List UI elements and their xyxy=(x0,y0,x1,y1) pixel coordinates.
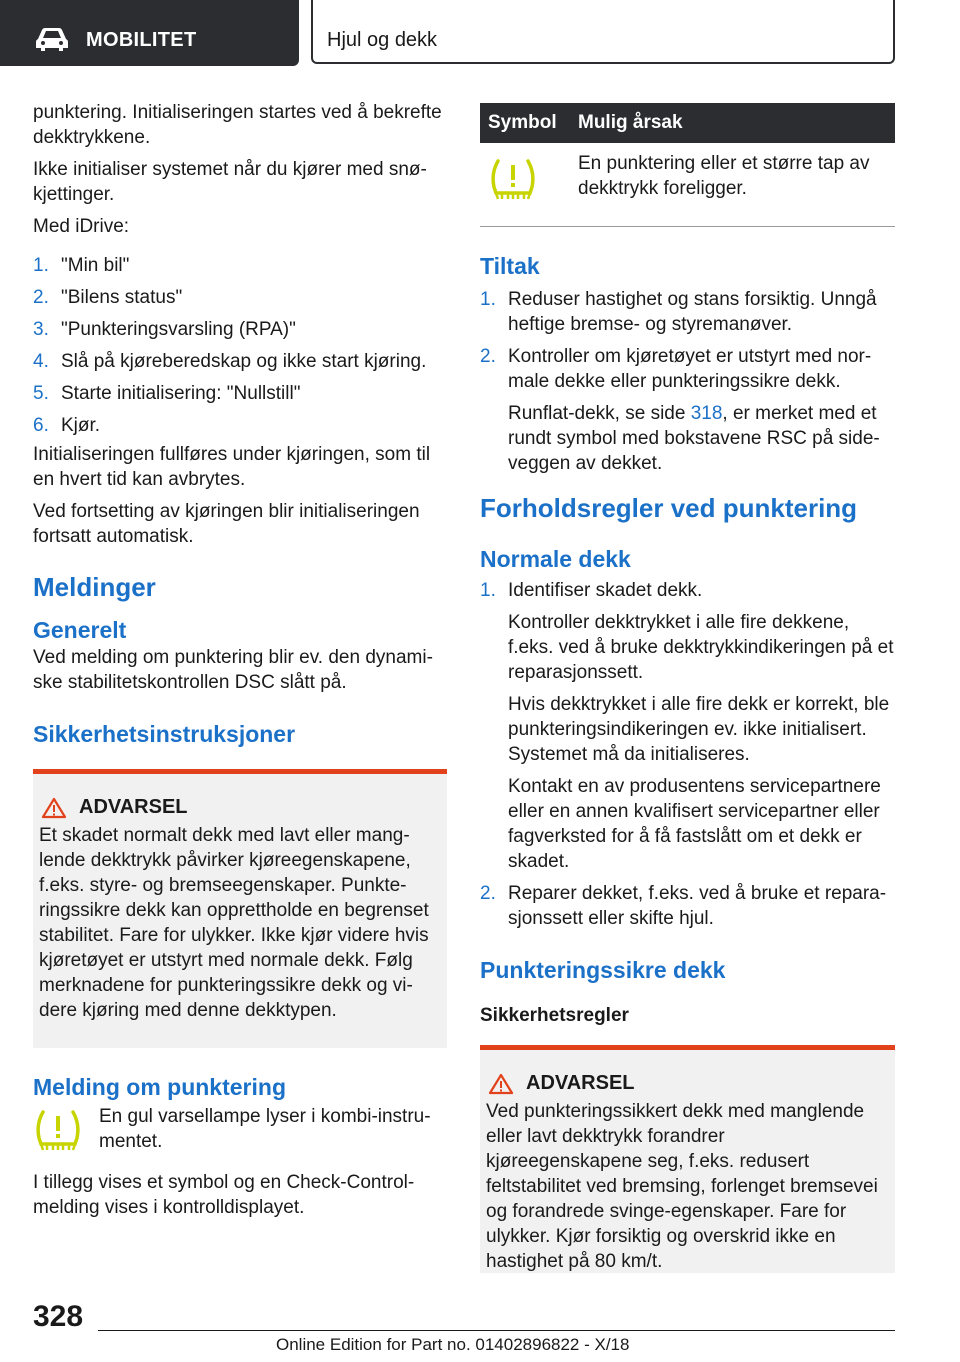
heading-normale-dekk: Normale dekk xyxy=(480,546,631,572)
step-subtext xyxy=(508,401,895,476)
step-number: 1. xyxy=(480,580,496,601)
section-title: MOBILITET xyxy=(86,29,197,51)
right-column xyxy=(480,103,895,1273)
list-item xyxy=(33,285,447,310)
step-text: "Min bil" xyxy=(61,255,130,276)
idrive-steps-list xyxy=(33,253,447,438)
step-number: 1. xyxy=(480,289,496,310)
table-row xyxy=(480,143,895,227)
heading-sikkerhetsinstruksjoner: Sikkerhetsinstruksjoner xyxy=(33,721,296,747)
heading-generelt: Generelt xyxy=(33,617,127,643)
step-text: Kjør. xyxy=(61,415,101,436)
normale-dekk-list xyxy=(480,578,895,931)
page-link-318[interactable]: 318 xyxy=(690,403,723,424)
step-subtext: Hvis dekktrykket i alle fire dekk er korrekt, ble punkteringsindikeringen ev. ikke initialisert. Systemet må da initialiseres. xyxy=(508,694,890,765)
step-text: Reparer dekket, f.eks. ved å bruke et repara-sjonssett eller skifte hjul. xyxy=(508,883,887,929)
heading-melding-om-punktering: Melding om punktering xyxy=(33,1074,286,1100)
subtext-part: , er merket med et rundt symbol med bokstavene RSC på side-veggen av dekket. xyxy=(508,403,880,474)
car-icon xyxy=(34,26,70,52)
warning-text: Et skadet normalt dekk med lavt eller mang-lende dekktrykk påvirker kjøreegenskapene, f.eks. styre- og bremseegenskaper. Punkte-ringssikre dekk kan opprettholde en begrenset stabilitet. Fare for ulykker. Ikke kjør videre hvis kjøretøyet er utstyrt med normale dekk. Følg merknadene for punkteringssikre dekk og vi-dere kjøring med denne dekktypen. xyxy=(39,825,429,1021)
step-subtext: Kontakt en av produsentens servicepartnere eller en annen kvalifisert servicepartner eller fagverksted for å få fastslått om et dekk er skadet. xyxy=(508,776,881,872)
paragraph: Ved melding om punktering blir ev. den dynami-ske stabilitetskontrollen DSC slått på. xyxy=(33,647,433,693)
paragraph: I tillegg vises et symbol og en Check-Control-melding vises i kontrolldisplayet. xyxy=(33,1172,415,1218)
list-item xyxy=(33,349,447,374)
list-item xyxy=(480,881,895,931)
step-number: 3. xyxy=(33,319,49,340)
column-header-symbol: Symbol xyxy=(480,103,570,143)
lamp-row xyxy=(33,1104,447,1154)
step-number: 2. xyxy=(33,287,49,308)
paragraph: Initialiseringen fullføres under kjøringen, som til en hvert tid kan avbrytes. xyxy=(33,444,431,490)
warning-title-row xyxy=(486,1072,879,1095)
warning-text: Ved punkteringssikkert dekk med manglende eller lavt dekktrykk forandrer kjøreegenskapene seg, f.eks. redusert feltstabilitet ved bremsing, forlenget bremsevei og forandrede svinge-egenskaper. Fare for ulykker. Kjør forsiktig og overskrid ikke en hastighet på 80 km/t. xyxy=(486,1101,878,1272)
list-item xyxy=(33,381,447,406)
paragraph: Ikke initialiser systemet når du kjører med snø-kjettinger. xyxy=(33,159,427,205)
edition-text: Online Edition for Part no. 01402896822 - X/18 xyxy=(276,1335,630,1354)
heading-punkteringssikre-dekk: Punkteringssikre dekk xyxy=(480,957,726,983)
symbol-table xyxy=(480,103,895,227)
step-subtext: Kontroller dekktrykket i alle fire dekkene, f.eks. ved å bruke dekktrykkindikeringen på et reparasjonssett. xyxy=(508,612,894,683)
list-item xyxy=(33,253,447,278)
paragraph: punktering. Initialiseringen startes ved å bekrefte dekktrykkene. xyxy=(33,102,442,148)
chapter-box xyxy=(311,0,895,64)
tire-pressure-warning-icon xyxy=(33,1106,83,1152)
step-text: "Bilens status" xyxy=(61,287,183,308)
list-item xyxy=(480,578,895,874)
section-tab xyxy=(0,0,299,66)
step-text: Starte initialisering: "Nullstill" xyxy=(61,383,301,404)
tiltak-list xyxy=(480,287,895,476)
step-number: 4. xyxy=(33,351,49,372)
warning-triangle-icon xyxy=(488,1073,514,1095)
list-item xyxy=(480,287,895,337)
step-number: 1. xyxy=(33,255,49,276)
step-number: 2. xyxy=(480,883,496,904)
warning-triangle-icon xyxy=(41,797,67,819)
warning-title: ADVARSEL xyxy=(79,796,188,818)
chapter-title: Hjul og dekk xyxy=(327,29,438,51)
page-number: 328 xyxy=(33,1300,84,1333)
paragraph: Ved fortsetting av kjøringen blir initialiseringen fortsatt automatisk. xyxy=(33,501,420,547)
lamp-text: En gul varsellampe lyser i kombi-instru-mentet. xyxy=(99,1106,431,1152)
footer-edition xyxy=(276,1335,629,1355)
tire-pressure-warning-icon xyxy=(488,155,538,201)
warning-box xyxy=(33,769,447,1048)
left-column xyxy=(33,100,447,1220)
warning-title: ADVARSEL xyxy=(526,1072,635,1094)
warning-box xyxy=(480,1045,895,1273)
heading-meldinger: Meldinger xyxy=(33,572,156,602)
footer-divider xyxy=(98,1330,895,1331)
heading-forholdsregler: Forholdsregler ved punktering xyxy=(480,493,858,523)
subtext-part: Runflat-dekk, se side xyxy=(508,403,691,424)
table-header-row xyxy=(480,103,895,143)
step-number: 5. xyxy=(33,383,49,404)
step-text: Identifiser skadet dekk. xyxy=(508,580,703,601)
heading-tiltak: Tiltak xyxy=(480,253,540,279)
step-text: Kontroller om kjøretøyet er utstyrt med nor-male dekke eller punkteringssikre dekk. xyxy=(508,346,872,392)
step-text: Slå på kjøreberedskap og ikke start kjøring. xyxy=(61,351,427,372)
heading-sikkerhetsregler: Sikkerhetsregler xyxy=(480,1005,629,1026)
step-text: Reduser hastighet og stans forsiktig. Unngå heftige bremse- og styremanøver. xyxy=(508,289,877,335)
warning-title-row xyxy=(39,796,431,819)
page-header xyxy=(0,0,960,66)
list-item xyxy=(480,344,895,476)
symbol-cell xyxy=(480,143,570,227)
list-item xyxy=(33,413,447,438)
step-number: 6. xyxy=(33,415,49,436)
list-item xyxy=(33,317,447,342)
paragraph: Med iDrive: xyxy=(33,216,130,237)
column-header-cause: Mulig årsak xyxy=(570,103,895,143)
step-text: "Punkteringsvarsling (RPA)" xyxy=(61,319,296,340)
step-number: 2. xyxy=(480,346,496,367)
cause-cell: En punktering eller et større tap av dekktrykk foreligger. xyxy=(570,143,895,227)
